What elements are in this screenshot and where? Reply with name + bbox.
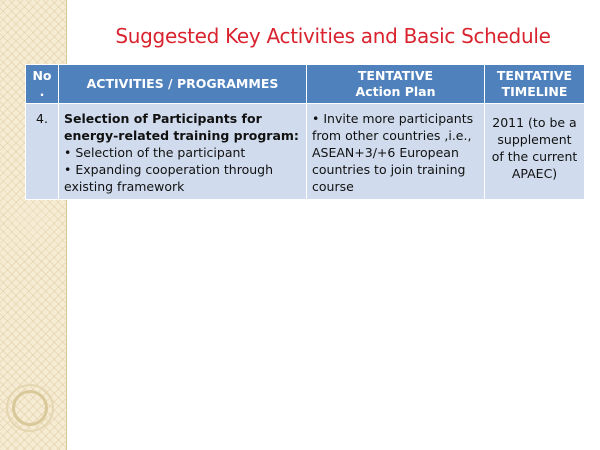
- header-no-line2: .: [39, 84, 45, 99]
- timeline-cell: 2011 (to be a supplement of the current APAEC): [485, 104, 585, 200]
- action-plan-cell: • Invite more participants from other countries ,i.e., ASEAN+3/+6 European countries to join training course: [307, 104, 485, 200]
- table-row: [26, 104, 585, 200]
- activity-bullet: • Selection of the participant: [64, 145, 246, 160]
- header-timeline-line1: TENTATIVE: [496, 68, 573, 83]
- header-timeline-line2: TIMELINE: [501, 84, 568, 99]
- header-no-line1: No: [32, 68, 52, 83]
- activity-bullet: • Expanding cooperation through existing framework: [64, 162, 274, 194]
- activity-cell: [59, 104, 307, 200]
- header-no: [26, 65, 59, 104]
- header-action-plan-line1: TENTATIVE: [357, 68, 434, 83]
- header-activities: ACTIVITIES / PROGRAMMES: [59, 65, 307, 104]
- activity-title: Selection of Participants for energy-related training program:: [64, 111, 299, 143]
- slide-title: Suggested Key Activities and Basic Schedule: [115, 24, 551, 48]
- decorative-circle-inner: [12, 390, 48, 426]
- table-header-row: [26, 65, 585, 104]
- header-timeline: [485, 65, 585, 104]
- schedule-table: [25, 64, 585, 200]
- header-action-plan-line2: Action Plan: [355, 84, 436, 99]
- header-action-plan: [307, 65, 485, 104]
- row-number: 4.: [26, 104, 59, 200]
